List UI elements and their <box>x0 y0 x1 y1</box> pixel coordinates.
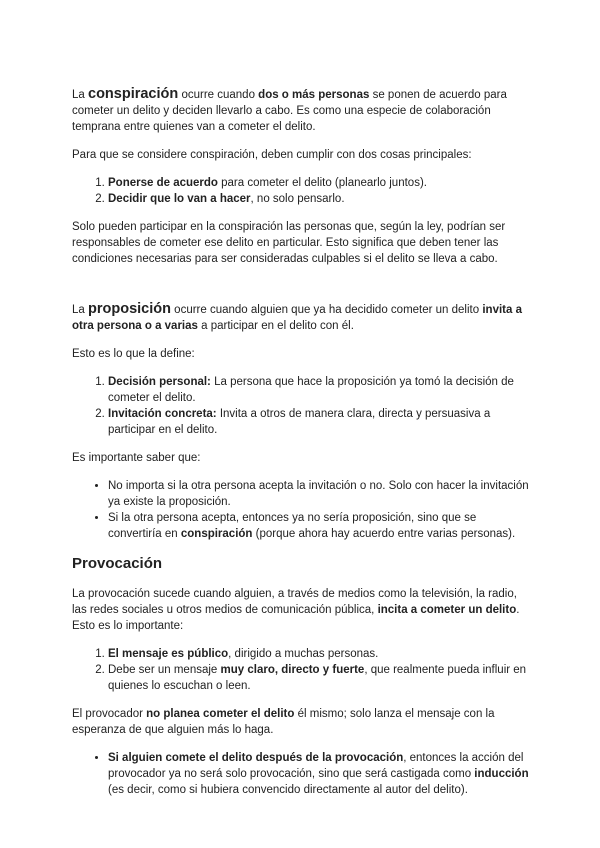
provocacion-heading: Provocación <box>72 555 163 572</box>
list-item: 1. Ponerse de acuerdo para cometer el delito (planearlo juntos). <box>108 175 532 191</box>
conspiracion-participants: Solo pueden participar en la conspiración las personas que, según la ley, podrían ser responsables de cometer ese delito en particular. Esto significa que deben tener las condiciones necesarias para ser consideradas culpables si el delito se lleva a cabo. <box>72 221 506 265</box>
list-item: • Si alguien comete el delito después de la provocación, entonces la acción del provocador ya no será solo provocación, sino que será castigada como inducción (es decir, como si hubiera convencido directamente al autor del delito). <box>108 750 532 798</box>
conspiracion-term: conspiración <box>88 86 179 102</box>
list-item: 2. Debe ser un mensaje muy claro, directo y fuerte, que realmente pueda influir en quienes lo escuchan o leen. <box>108 662 532 694</box>
provocacion-intro: La provocación sucede cuando alguien, a través de medios como la televisión, la radio, las redes sociales u otros medios de comunicación pública, incita a cometer un delito. Esto es lo importante: <box>72 588 520 632</box>
list-item: • Si la otra persona acepta, entonces ya no sería proposición, sino que se convertiría en conspiración (porque ahora hay acuerdo entre varias personas). <box>108 510 532 542</box>
proposicion-important-intro: Es importante saber que: <box>72 452 201 464</box>
proposicion-define-list <box>72 374 532 438</box>
proposicion-intro: La proposición ocurre cuando alguien que ya ha decidido cometer un delito invita a otra persona o a varias a participar en el delito con él. <box>72 301 522 332</box>
provocacion-list <box>72 646 532 694</box>
proposicion-bullets <box>72 478 532 542</box>
provocacion-bullets <box>72 750 532 798</box>
proposicion-term: proposición <box>88 301 171 317</box>
list-item: 2. Invitación concreta: Invita a otros de manera clara, directa y persuasiva a participar en el delito. <box>108 406 532 438</box>
conspiracion-requirements-list <box>72 175 532 207</box>
conspiracion-requirements-intro: Para que se considere conspiración, deben cumplir con dos cosas principales: <box>72 149 472 161</box>
document-page <box>72 86 532 810</box>
list-item: 1. Decisión personal: La persona que hace la proposición ya tomó la decisión de cometer el delito. <box>108 374 532 406</box>
proposicion-define-intro: Esto es lo que la define: <box>72 348 195 360</box>
provocador-paragraph: El provocador no planea cometer el delito él mismo; solo lanza el mensaje con la esperanza de que alguien más lo haga. <box>72 708 495 736</box>
conspiracion-intro: La conspiración ocurre cuando dos o más personas se ponen de acuerdo para cometer un delito y deciden llevarlo a cabo. Es como una especie de colaboración temprana entre quienes van a cometer el delito. <box>72 86 507 133</box>
list-item: 2. Decidir que lo van a hacer, no solo pensarlo. <box>108 191 532 207</box>
list-item: 1. El mensaje es público, dirigido a muchas personas. <box>108 646 532 662</box>
list-item: • No importa si la otra persona acepta la invitación o no. Solo con hacer la invitación ya existe la proposición. <box>108 478 532 510</box>
